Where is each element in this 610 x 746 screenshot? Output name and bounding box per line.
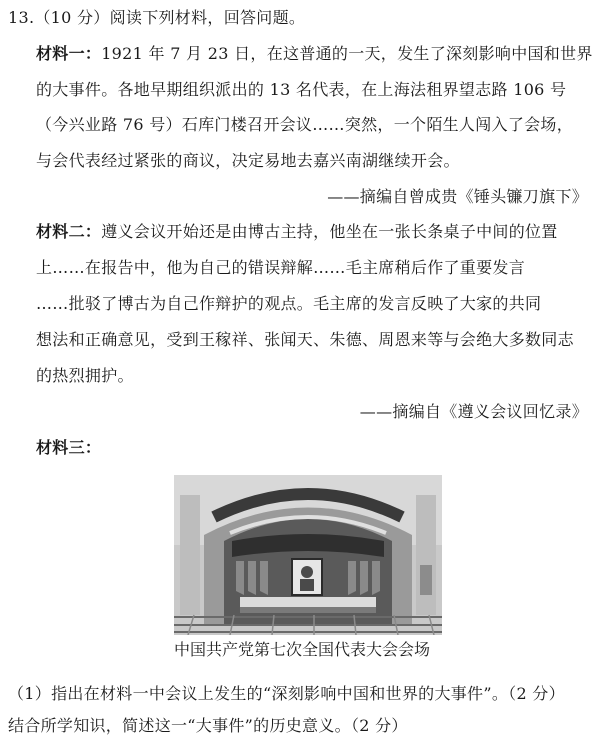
material2-source: ——摘编自《遵义会议回忆录》 [359, 402, 588, 421]
material2-line5: 的热烈拥护。 [36, 366, 134, 385]
congress-hall-photo [174, 475, 442, 635]
material1-line4: 与会代表经过紧张的商议，决定易地去嘉兴南湖继续开会。 [36, 151, 460, 170]
material2-line3: ……批驳了博古为自己作辩护的观点。毛主席的发言反映了大家的共同 [36, 294, 542, 313]
material1-line2: 的大事件。各地早期组织派出的 13 名代表，在上海法租界望志路 106 号 [36, 80, 567, 99]
material1-label: 材料一： [36, 44, 102, 63]
material2-line4: 想法和正确意见，受到王稼祥、张闻天、朱德、周恩来等与会绝大多数同志 [36, 330, 574, 349]
material2-label: 材料二： [36, 222, 102, 241]
subquestion-1: （1）指出在材料一中会议上发生的“深刻影响中国和世界的大事件”。（2 分） [8, 684, 565, 703]
material1-text: 1921 年 7 月 23 日，在这普通的一天，发生了深刻影响中国和世界 [101, 44, 593, 63]
congress-hall-photo-illustration [174, 475, 442, 635]
material2-text: 遵义会议开始还是由博古主持，他坐在一张长条桌子中间的位置 [101, 222, 558, 241]
material1-line1 [36, 44, 593, 64]
material1-line3: （今兴业路 76 号）石库门楼召开会议……突然，一个陌生人闯入了会场， [36, 115, 574, 134]
material2-line2: 上……在报告中，他为自己的错误辩解……毛主席稍后作了重要发言 [36, 258, 526, 277]
material1-source: ——摘编自曾成贵《锤头镰刀旗下》 [327, 187, 588, 206]
question-header: 13.（10 分）阅读下列材料，回答问题。 [8, 8, 306, 27]
figure-caption: 中国共产党第七次全国代表大会会场 [174, 640, 431, 659]
material2-line1 [36, 222, 558, 242]
material3-label: 材料三： [36, 438, 102, 457]
subquestion-1-continued: 结合所学知识，简述这一“大事件”的历史意义。（2 分） [8, 716, 408, 735]
